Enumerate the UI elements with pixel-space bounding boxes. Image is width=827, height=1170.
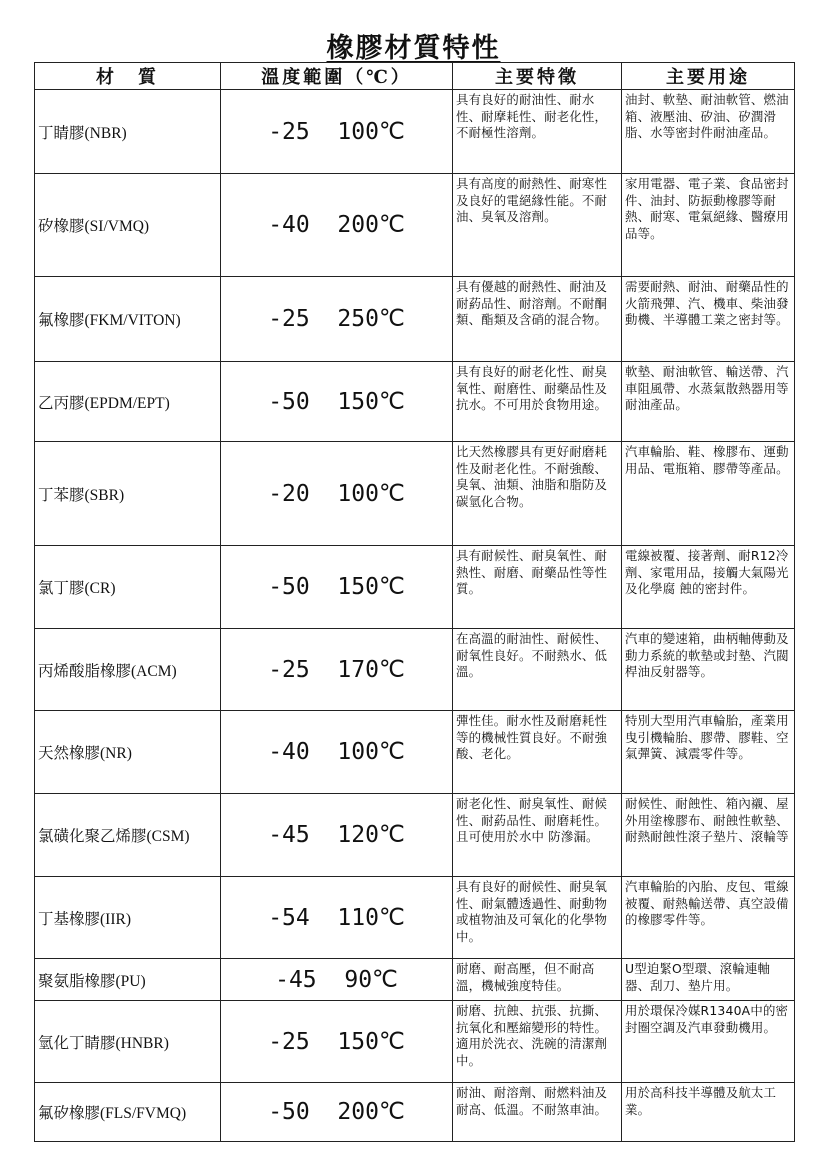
- uses-cell: 耐候性、耐蝕性、箱內襯、屋外用塗橡膠布、耐蝕性軟墊、耐熱耐蝕性滾子墊片、滾輪等: [622, 794, 795, 877]
- table-row: [35, 442, 795, 546]
- temperature-cell: -25 150℃: [221, 1001, 453, 1083]
- temperature-cell: -45 90℃: [221, 959, 453, 1001]
- header-features: 主要特徵: [453, 63, 622, 90]
- table-row: [35, 90, 795, 174]
- uses-cell: 用於高科技半導體及航太工業。: [622, 1083, 795, 1142]
- header-material: 材 質: [35, 63, 221, 90]
- material-cell: 丁基橡膠(IIR): [35, 877, 221, 959]
- features-cell: 耐磨、抗蝕、抗張、抗撕、抗氧化和壓縮變形的特性。適用於洗衣、洗碗的清潔劑中。: [453, 1001, 622, 1083]
- temperature-cell: -25 100℃: [221, 90, 453, 174]
- table-header-row: [35, 63, 795, 90]
- material-cell: 氟橡膠(FKM/VITON): [35, 277, 221, 362]
- temperature-cell: -50 150℃: [221, 362, 453, 442]
- table-row: [35, 629, 795, 711]
- table-row: [35, 277, 795, 362]
- uses-cell: 軟墊、耐油軟管、輸送帶、汽車阻風帶、水蒸氣散熱器用等耐油產品。: [622, 362, 795, 442]
- page-title: [0, 26, 827, 65]
- rubber-properties-table: [34, 62, 795, 1142]
- features-cell: 耐老化性、耐臭氧性、耐候性、耐葯品性、耐磨耗性。且可使用於水中 防滲漏。: [453, 794, 622, 877]
- features-cell: 耐油、耐溶劑、耐燃料油及耐高、低溫。不耐煞車油。: [453, 1083, 622, 1142]
- material-cell: 丁苯膠(SBR): [35, 442, 221, 546]
- temperature-cell: -50 150℃: [221, 546, 453, 629]
- uses-cell: 家用電器、電子業、食品密封件、油封、防振動橡膠等耐熱、耐寒、電氣絕緣、醫療用品等。: [622, 174, 795, 277]
- uses-cell: 用於環保冷媒R1340A中的密封圈空調及汽車發動機用。: [622, 1001, 795, 1083]
- material-cell: 氯丁膠(CR): [35, 546, 221, 629]
- table-row: [35, 711, 795, 794]
- features-cell: 具有良好的耐老化性、耐臭氧性、耐磨性、耐藥品性及抗水。不可用於食物用途。: [453, 362, 622, 442]
- features-cell: 耐磨、耐高壓，但不耐高溫，機械強度特佳。: [453, 959, 622, 1001]
- table-row: [35, 1083, 795, 1142]
- material-cell: 矽橡膠(SI/VMQ): [35, 174, 221, 277]
- table-row: [35, 546, 795, 629]
- material-cell: 天然橡膠(NR): [35, 711, 221, 794]
- table-row: [35, 174, 795, 277]
- material-cell: 乙丙膠(EPDM/EPT): [35, 362, 221, 442]
- uses-cell: 需要耐熱、耐油、耐藥品性的火箭飛彈、汽、機車、柴油發動機、半導體工業之密封等。: [622, 277, 795, 362]
- temperature-cell: -45 120℃: [221, 794, 453, 877]
- features-cell: 比天然橡膠具有更好耐磨耗性及耐老化性。不耐強酸、臭氧、油類、油脂和脂防及碳氫化合物。: [453, 442, 622, 546]
- uses-cell: 汽車的變速箱，曲柄軸傳動及動力系統的軟墊或封墊、汽閥桿油反射器等。: [622, 629, 795, 711]
- uses-cell: 汽車輪胎的內胎、皮包、電線被覆、耐熱輸送帶、真空設備的橡膠零件等。: [622, 877, 795, 959]
- material-cell: 丙烯酸脂橡膠(ACM): [35, 629, 221, 711]
- features-cell: 具有良好的耐候性、耐臭氧性、耐氣體透過性、耐動物或植物油及可氧化的化學物中。: [453, 877, 622, 959]
- header-uses: 主要用途: [622, 63, 795, 90]
- header-temperature: 溫度範圍（℃）: [221, 63, 453, 90]
- uses-cell: 特別大型用汽車輪胎，產業用曳引機輪胎、膠帶、膠鞋、空氣彈簧、減震零件等。: [622, 711, 795, 794]
- features-cell: 具有高度的耐熱性、耐寒性及良好的電絕緣性能。不耐油、臭氧及溶劑。: [453, 174, 622, 277]
- temperature-cell: -25 250℃: [221, 277, 453, 362]
- material-cell: 氫化丁睛膠(HNBR): [35, 1001, 221, 1083]
- material-cell: 聚氨脂橡膠(PU): [35, 959, 221, 1001]
- table-row: [35, 877, 795, 959]
- uses-cell: 電線被覆、接著劑、耐R12冷劑、家電用品，接觸大氣陽光及化學腐 蝕的密封件。: [622, 546, 795, 629]
- material-cell: 氯磺化聚乙烯膠(CSM): [35, 794, 221, 877]
- temperature-cell: -54 110℃: [221, 877, 453, 959]
- features-cell: 彈性佳。耐水性及耐磨耗性等的機械性質良好。不耐強 酸、老化。: [453, 711, 622, 794]
- temperature-cell: -40 200℃: [221, 174, 453, 277]
- material-cell: 丁睛膠(NBR): [35, 90, 221, 174]
- uses-cell: U型迫緊O型環、滾輪連軸器、刮刀、墊片用。: [622, 959, 795, 1001]
- features-cell: 具有耐候性、耐臭氧性、耐熱性、耐磨、耐藥品性等性質。: [453, 546, 622, 629]
- table-row: [35, 794, 795, 877]
- temperature-cell: -50 200℃: [221, 1083, 453, 1142]
- temperature-cell: -25 170℃: [221, 629, 453, 711]
- features-cell: 具有良好的耐油性、耐水性、耐摩耗性、耐老化性，不耐極性溶劑。: [453, 90, 622, 174]
- temperature-cell: -40 100℃: [221, 711, 453, 794]
- features-cell: 具有優越的耐熱性、耐油及耐葯品性、耐溶劑。不耐酮類、酯類及含硝的混合物。: [453, 277, 622, 362]
- table-row: [35, 1001, 795, 1083]
- material-cell: 氟矽橡膠(FLS/FVMQ): [35, 1083, 221, 1142]
- table-row: [35, 362, 795, 442]
- uses-cell: 汽車輪胎、鞋、橡膠布、運動用品、電瓶箱、膠帶等產品。: [622, 442, 795, 546]
- title-text: 橡膠材質特性: [326, 33, 501, 64]
- temperature-cell: -20 100℃: [221, 442, 453, 546]
- table-row: [35, 959, 795, 1001]
- features-cell: 在高溫的耐油性、耐候性、耐氧性良好。不耐熱水、低溫。: [453, 629, 622, 711]
- uses-cell: 油封、軟墊、耐油軟管、燃油箱、液壓油、矽油、矽潤滑脂、水等密封件耐油產品。: [622, 90, 795, 174]
